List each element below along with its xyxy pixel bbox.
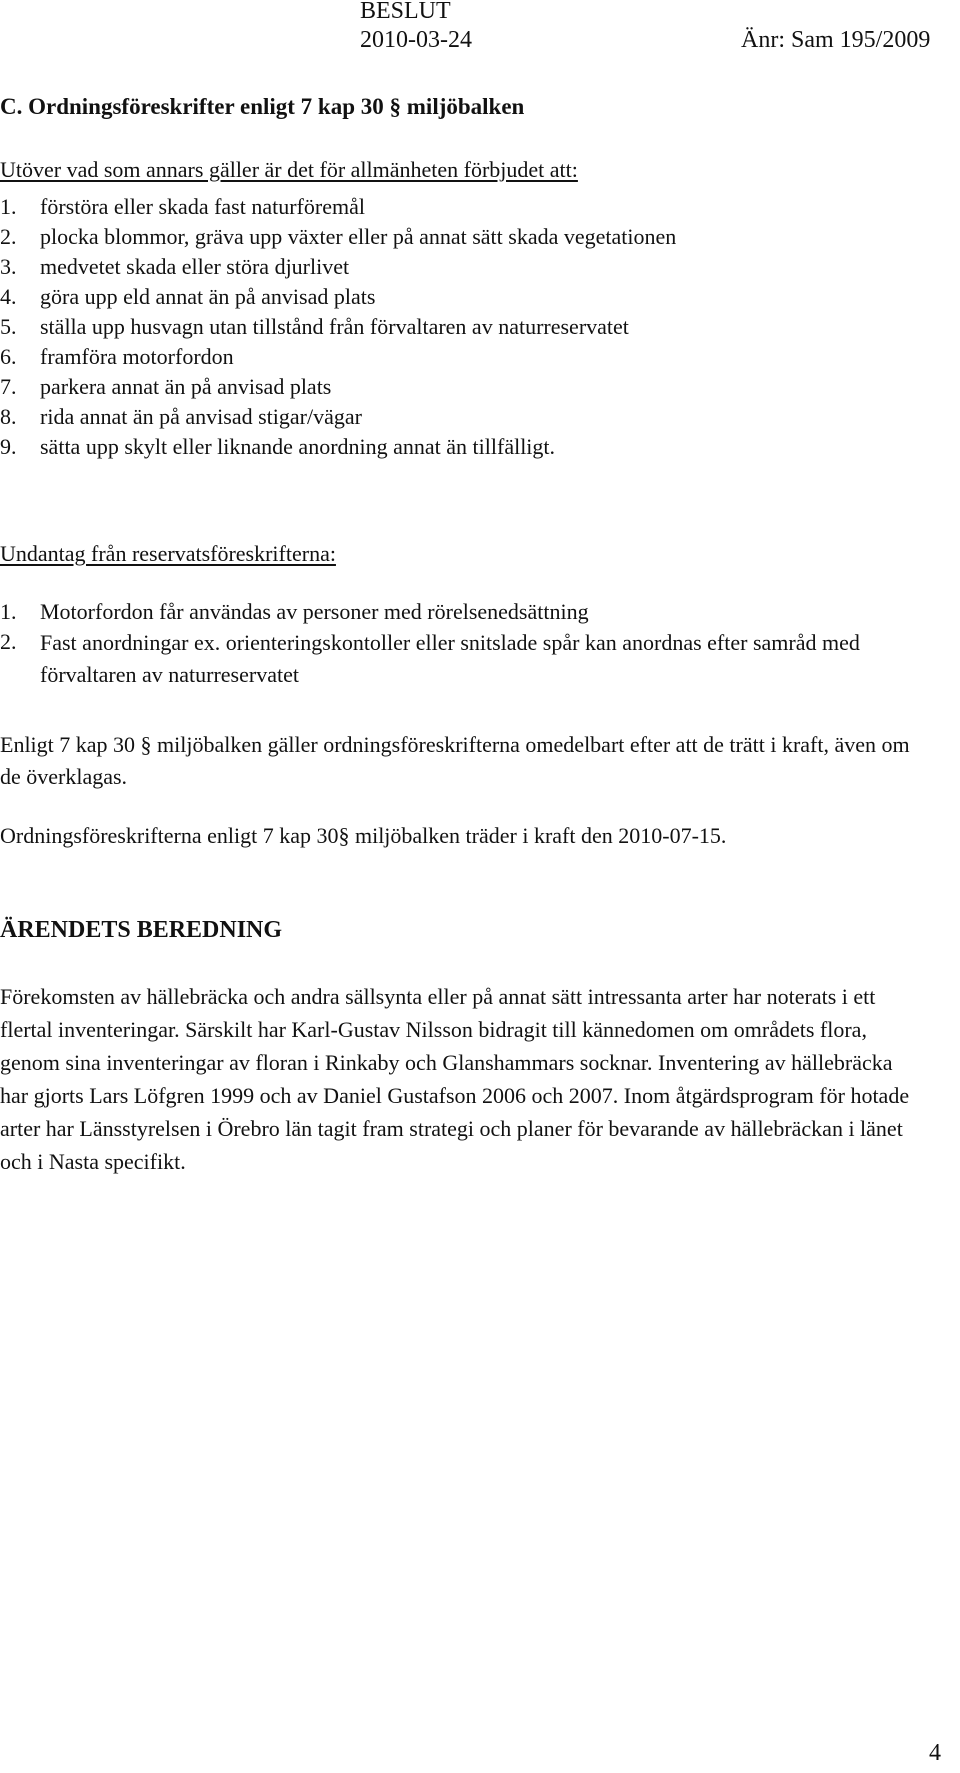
list-text: göra upp eld annat än på anvisad plats	[40, 284, 376, 309]
list-text: sätta upp skylt eller liknande anordning annat än tillfälligt.	[40, 434, 556, 459]
page-number: 4	[929, 1740, 941, 1766]
beredning-heading: ÄRENDETS BEREDNING	[0, 917, 283, 943]
document-type: BESLUT	[360, 0, 451, 24]
section-heading: C. Ordningsföreskrifter enligt 7 kap 30 § miljöbalken	[0, 94, 525, 119]
list-text: plocka blommor, gräva upp växter eller på annat sätt skada vegetationen	[40, 224, 677, 249]
list-number: 3.	[0, 254, 17, 279]
list-text: framföra motorfordon	[40, 344, 234, 369]
prohibitions-intro: Utöver vad som annars gäller är det för allmänheten förbjudet att:	[0, 157, 578, 182]
list-number: 5.	[0, 314, 17, 339]
list-number: 8.	[0, 404, 17, 429]
list-number: 1.	[0, 599, 17, 624]
list-text: Motorfordon får användas av personer med rörelsenedsättning	[40, 599, 589, 624]
decision-date: 2010-03-24	[360, 27, 472, 53]
list-text: Fast anordningar ex. orienteringskontoller eller snitslade spår kan anordnas efter samråd med förvaltaren av naturreservatet	[40, 630, 860, 687]
list-text: medvetet skada eller störa djurlivet	[40, 254, 350, 279]
list-text: ställa upp husvagn utan tillstånd från förvaltaren av naturreservatet	[40, 314, 629, 339]
list-number: 2.	[0, 629, 17, 654]
case-number: Änr: Sam 195/2009	[741, 27, 931, 53]
list-number: 9.	[0, 434, 17, 459]
list-text: förstöra eller skada fast naturföremål	[40, 194, 365, 219]
beredning-paragraph: Förekomsten av hällebräcka och andra sällsynta eller på annat sätt intressanta arter har noterats i ett flertal inventeringar. Särskilt har Karl-Gustav Nilsson bidragit till kännedomen om områdets flora, genom sina inventeringar av floran i Rinkaby och Glanshammars socknar. Inventering av hällebräcka har gjorts Lars Löfgren 1999 och av Daniel Gustafson 2006 och 2007. Inom åtgärdsprogram för hotade arter har Länsstyrelsen i Örebro län tagit fram strategi och planer för bevarande av hällebräckan i länet och i Nasta specifikt.	[0, 984, 910, 1174]
list-number: 2.	[0, 224, 17, 249]
list-number: 7.	[0, 374, 17, 399]
effect-paragraph: Enligt 7 kap 30 § miljöbalken gäller ordningsföreskrifterna omedelbart efter att de trätt i kraft, även om de överklagas.	[0, 732, 910, 789]
list-number: 6.	[0, 344, 17, 369]
list-text: rida annat än på anvisad stigar/vägar	[40, 404, 362, 429]
in-force-paragraph: Ordningsföreskrifterna enligt 7 kap 30§ miljöbalken träder i kraft den 2010-07-15.	[0, 823, 727, 848]
list-number: 4.	[0, 284, 17, 309]
exceptions-heading: Undantag från reservatsföreskrifterna:	[0, 541, 336, 566]
list-text: parkera annat än på anvisad plats	[40, 374, 332, 399]
list-number: 1.	[0, 194, 17, 219]
